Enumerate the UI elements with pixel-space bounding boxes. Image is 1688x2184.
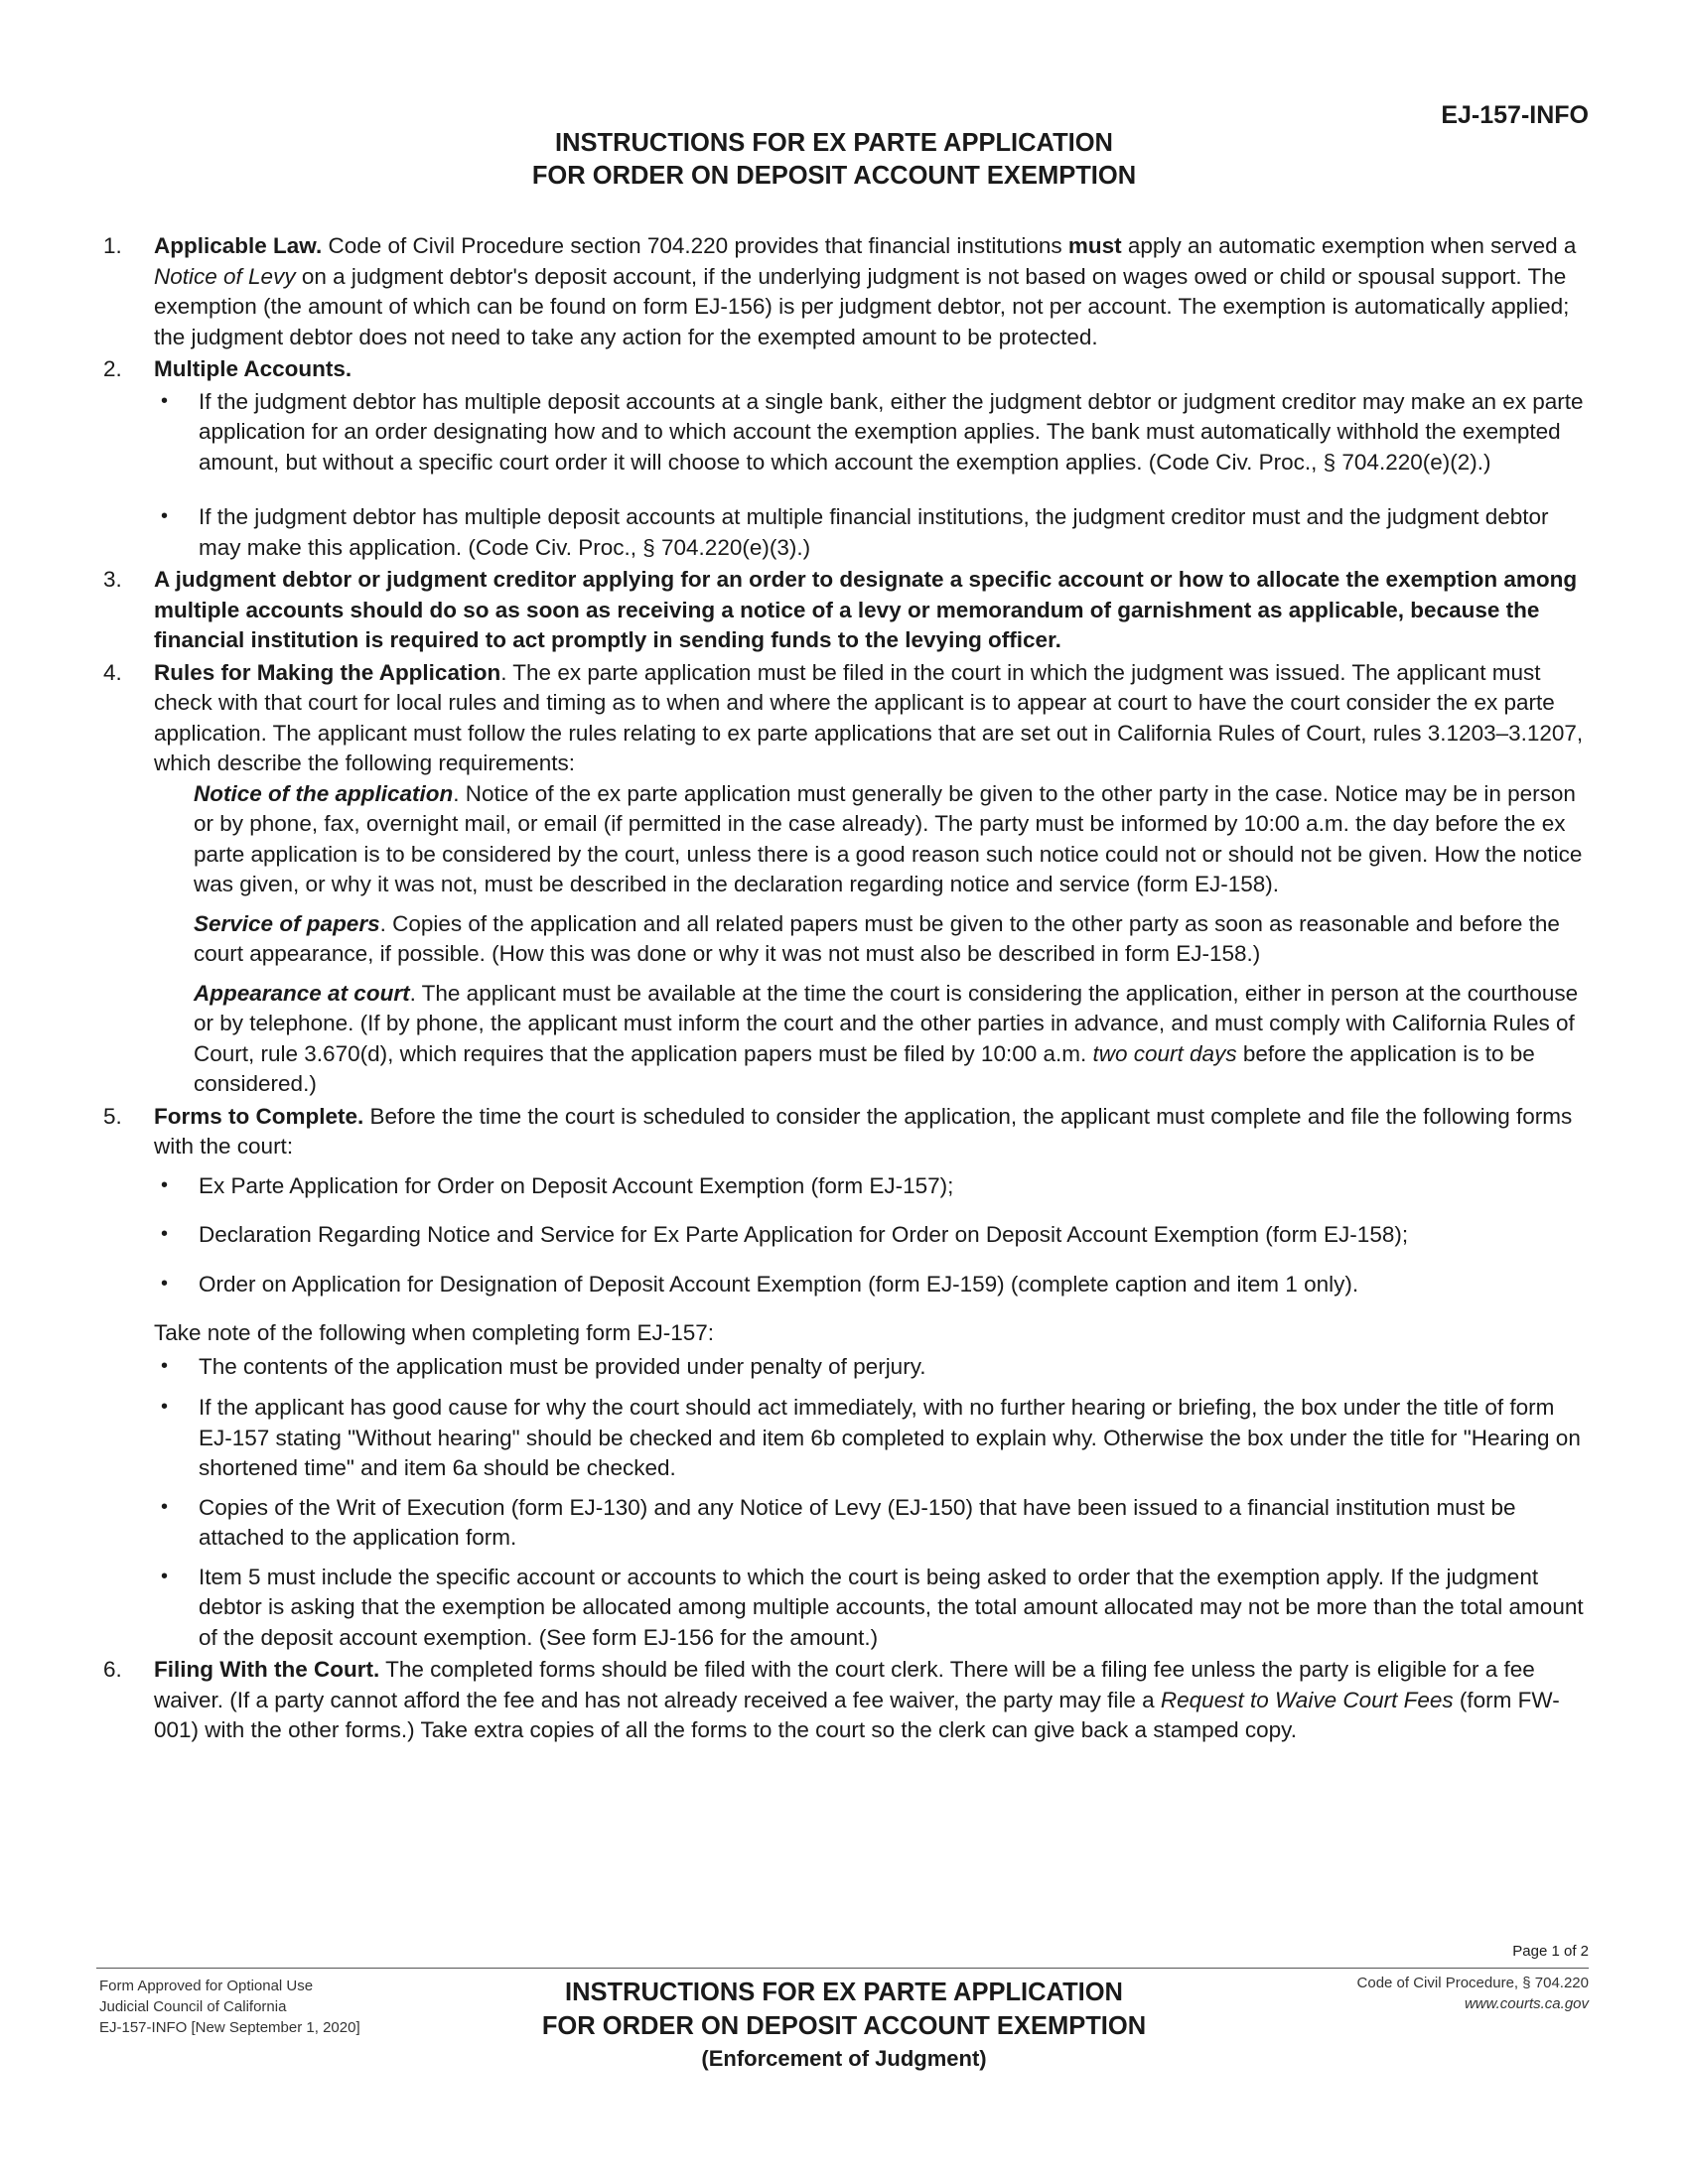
section-text: (form FW-001) with the other forms.) Take extra copies of all the forms to the court so the clerk can give back a stamped copy.: [154, 1687, 1560, 1742]
page-number: Page 1 of 2: [1512, 1943, 1589, 1960]
fee-waiver-form-italic: Request to Waive Court Fees: [1160, 1687, 1454, 1712]
list-item-text: Item 5 must include the specific account or accounts to which the court is being asked to order that the exemption apply. If the judgment debtor is asking that the exemption be allocated among multiple accounts, the total amount allocated may not be more than the total amount of the deposit account exemption. (See form EJ-156 for the amount.): [199, 1564, 1584, 1650]
requirement-notice: [154, 779, 1589, 900]
section-heading: Rules for Making the Application: [154, 659, 501, 685]
section-heading: Multiple Accounts.: [154, 356, 352, 381]
section-heading: Filing With the Court.: [154, 1657, 380, 1682]
section-applicable-law: [99, 231, 1589, 352]
requirement-text: . The applicant must be available at the time the court is considering the application, either in person at the courthouse or by telephone. (If by phone, the applicant must inform the court and the other parties in advance, and must comply with California Rules of Court, rule 3.670(d), which requires that the application papers must be filed by 10:00 a.m.: [194, 980, 1579, 1066]
requirement-heading: Appearance at court: [194, 980, 410, 1006]
page-title: [397, 127, 1271, 193]
footer-revision: EJ-157-INFO [New September 1, 2020]: [99, 2019, 360, 2036]
section-text: The completed forms should be filed with the court clerk. There will be a filing fee unless the party is eligible for a fee waiver. (If a party cannot afford the fee and has not already received a fee waiver, the party may file a: [154, 1657, 1535, 1712]
list-item: [154, 1393, 1589, 1484]
footer-council: Judicial Council of California: [99, 1998, 287, 2015]
section-text: . The ex parte application must be filed in the court in which the judgment was issued. The applicant must check with that court for local rules and timing as to when and where the applicant is to appear at court to have the court consider the ex parte application. The applicant must follow the rules relating to ex parte applications that are set out in California Rules of Court, rules 3.1203–3.1207, which describe the following requirements:: [154, 659, 1584, 775]
list-item-text: If the applicant has good cause for why the court should act immediately, with no further hearing or briefing, the box under the title of form EJ-157 stating "Without hearing" should be checked and item 6b completed to explain why. Otherwise the box under the title for "Hearing on shortened time" and item 6a should be checked.: [199, 1395, 1581, 1480]
section-text: apply an automatic exemption when served a: [1121, 233, 1577, 258]
requirement-italic: two court days: [1092, 1040, 1237, 1066]
list-item: [154, 1270, 1589, 1300]
list-item-text: Declaration Regarding Notice and Service for Ex Parte Application for Order on Deposit Account Exemption (form EJ-158);: [199, 1222, 1409, 1247]
list-item: [154, 1171, 1589, 1202]
instructions-body: [99, 231, 1589, 1746]
list-item-text: If the judgment debtor has multiple deposit accounts at a single bank, either the judgment debtor or judgment creditor may make an ex parte application for an order designating how and to which account the exemption applies. The bank must automatically withhold the exempted amount, but without a specific court order it will choose to which account the exemption applies. (Code Civ. Proc., § 704.220(e)(2).): [199, 388, 1584, 475]
section-rules: [99, 658, 1589, 1100]
bullet-icon: •: [161, 1396, 169, 1418]
bullet-icon: •: [161, 389, 169, 412]
footer-citation: [1241, 1973, 1589, 2014]
list-item: [154, 1352, 1589, 1383]
note-intro: Take note of the following when completing form EJ-157:: [154, 1320, 715, 1345]
emphasis-must: must: [1067, 233, 1122, 258]
section-number: 5.: [103, 1103, 122, 1129]
title-line-1: INSTRUCTIONS FOR EX PARTE APPLICATION: [555, 129, 1113, 157]
section-number: 4.: [103, 659, 122, 685]
list-item-text: Ex Parte Application for Order on Deposit Account Exemption (form EJ-157);: [199, 1172, 954, 1198]
footer-subtitle: (Enforcement of Judgment): [701, 2046, 987, 2071]
bullet-icon: •: [161, 1173, 169, 1196]
section-filing: [99, 1655, 1589, 1746]
requirement-service: [154, 909, 1589, 970]
list-item: [154, 1493, 1589, 1554]
section-heading: Applicable Law.: [154, 233, 323, 258]
bullet-icon: •: [161, 1272, 169, 1295]
requirement-heading: Notice of the application: [194, 780, 454, 806]
bullet-icon: •: [161, 1354, 169, 1377]
title-line-2: FOR ORDER ON DEPOSIT ACCOUNT EXEMPTION: [531, 162, 1137, 190]
footer-divider: [96, 1968, 1589, 1969]
footer-title: [496, 1976, 1192, 2075]
list-item-text: Copies of the Writ of Execution (form EJ-130) and any Notice of Levy (EJ-150) that have been issued to a financial institution must be attached to the application form.: [199, 1494, 1516, 1550]
section-timing-warning: [99, 565, 1589, 656]
section-number: 6.: [103, 1657, 122, 1682]
section-text-bold: A judgment debtor or judgment creditor applying for an order to designate a specific account or how to allocate the exemption among multiple accounts should do so as soon as receiving a notice of a levy or memorandum of garnishment as applicable, because the financial institution is required to act promptly in sending funds to the levying officer.: [154, 567, 1578, 652]
list-item-text: The contents of the application must be provided under penalty of perjury.: [199, 1353, 926, 1379]
footer-title-line-1: INSTRUCTIONS FOR EX PARTE APPLICATION: [565, 1979, 1123, 2006]
footer-website: www.courts.ca.gov: [1464, 1995, 1589, 2012]
list-item: [154, 1563, 1589, 1654]
list-item-text: If the judgment debtor has multiple deposit accounts at multiple financial institutions, the judgment creditor must and the judgment debtor may make this application. (Code Civ. Proc., § 704.220(e)(3).): [199, 504, 1549, 560]
section-number: 2.: [103, 356, 122, 381]
list-item-text: Order on Application for Designation of Deposit Account Exemption (form EJ-159) (complete caption and item 1 only).: [199, 1271, 1359, 1297]
notice-of-levy-italic: Notice of Levy: [154, 263, 296, 289]
requirement-text: . Notice of the ex parte application must generally be given to the other party in the case. Notice may be in person or by phone, fax, overnight mail, or email (if permitted in the case already). The party must be informed by 10:00 a.m. the day before the ex parte application is to be considered by the court, unless there is a good reason such notice could not or should not be given. How the notice was given, or why it was not, must be described in the declaration regarding notice and service (form EJ-158).: [194, 780, 1583, 896]
bullet-icon: •: [161, 505, 169, 527]
section-heading: Forms to Complete.: [154, 1103, 364, 1129]
footer-code-reference: Code of Civil Procedure, § 704.220: [1356, 1975, 1589, 1991]
bullet-icon: •: [161, 1495, 169, 1518]
section-multiple-accounts: [99, 354, 1589, 563]
bullet-icon: •: [161, 1223, 169, 1245]
footer-form-info: [99, 1976, 516, 2038]
footer-approval: Form Approved for Optional Use: [99, 1978, 314, 1994]
section-text: Code of Civil Procedure section 704.220 provides that financial institutions: [322, 233, 1068, 258]
footer-title-line-2: FOR ORDER ON DEPOSIT ACCOUNT EXEMPTION: [541, 2012, 1147, 2040]
section-forms: [99, 1102, 1589, 1654]
form-number: EJ-157-INFO: [1441, 101, 1589, 129]
bullet-icon: •: [161, 1565, 169, 1587]
requirement-appearance: [154, 979, 1589, 1100]
requirement-text: . Copies of the application and all related papers must be given to the other party as soon as reasonable and before the court appearance, if possible. (How this was done or why it was not must also be described in form EJ-158.): [194, 910, 1560, 966]
section-number: 3.: [103, 567, 122, 592]
requirement-text: before the application is to be considered.): [194, 1040, 1535, 1096]
section-number: 1.: [103, 233, 122, 258]
section-text: Before the time the court is scheduled to consider the application, the applicant must complete and file the following forms with the court:: [154, 1103, 1573, 1159]
list-item: [154, 502, 1589, 563]
list-item: [154, 387, 1589, 478]
requirement-heading: Service of papers: [194, 910, 380, 936]
section-text: on a judgment debtor's deposit account, if the underlying judgment is not based on wages owed or child or spousal support. The exemption (the amount of which can be found on form EJ-156) is per judgment debtor, not per account. The exemption is automatically applied; the judgment debtor does not need to take any action for the exempted amount to be protected.: [154, 263, 1570, 349]
list-item: [154, 1220, 1589, 1251]
